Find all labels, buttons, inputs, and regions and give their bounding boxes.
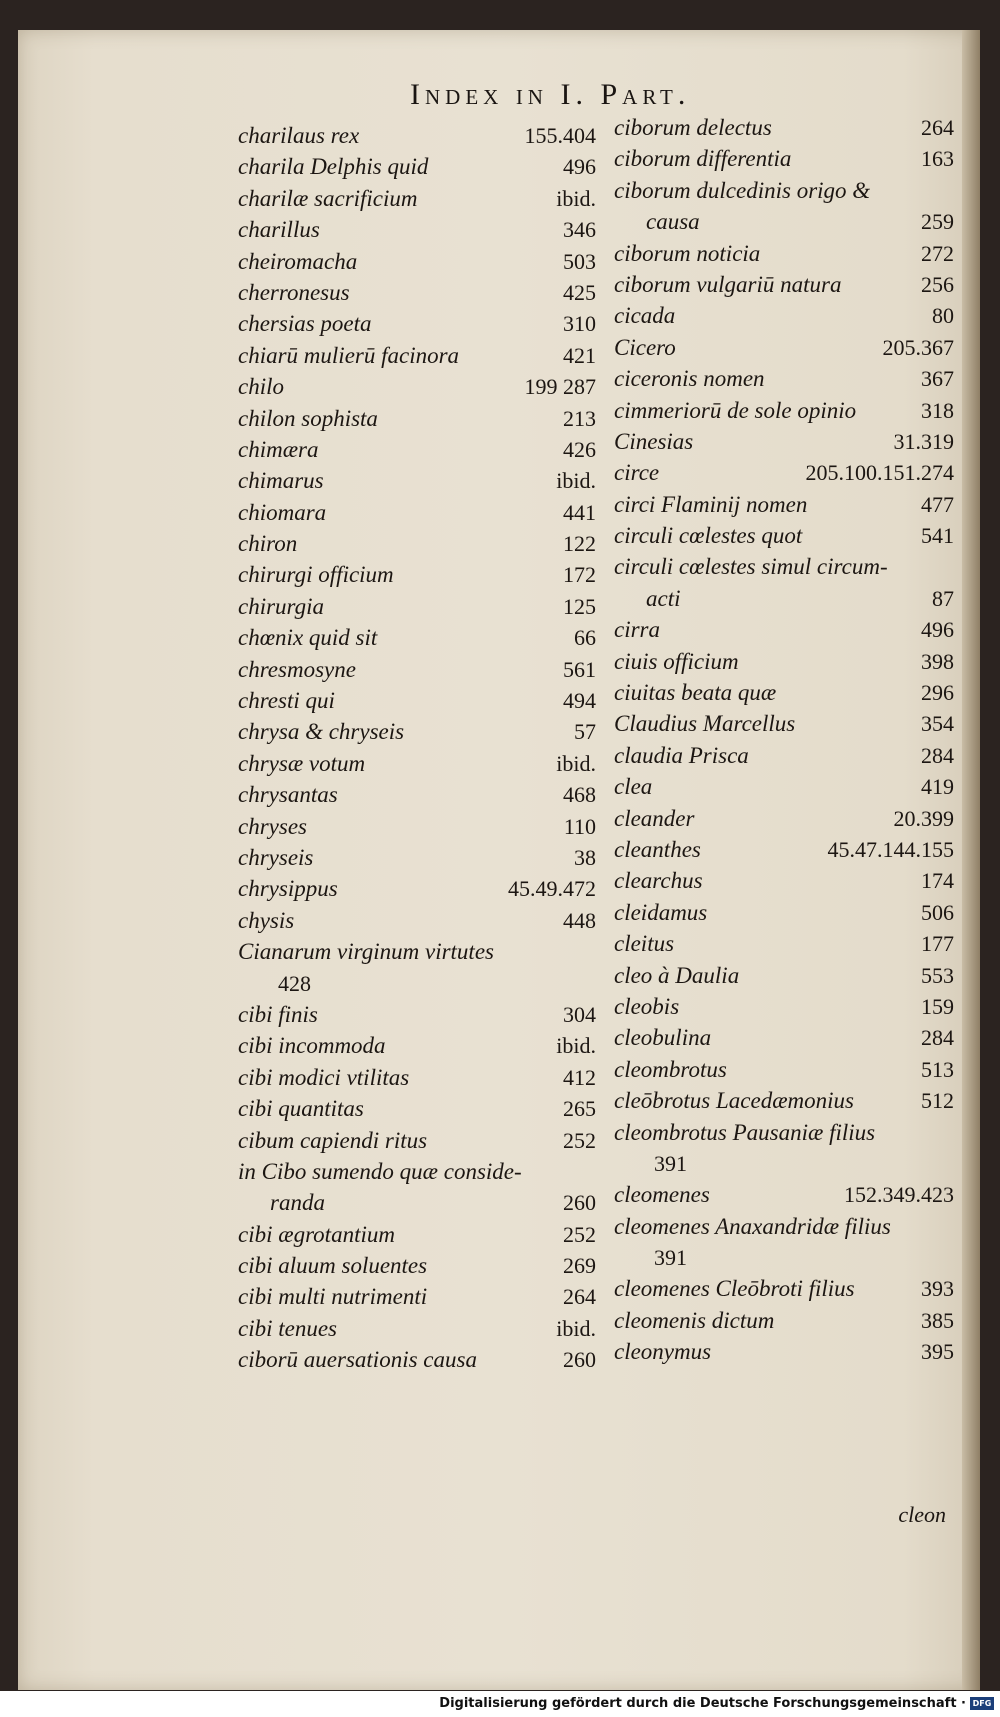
index-entry	[614, 991, 954, 1022]
entry-page-number: 496	[563, 154, 596, 180]
entry-label: cherronesus	[238, 279, 350, 305]
entry-page-number: 318	[921, 397, 954, 423]
entry-label: randa	[270, 1190, 325, 1216]
entry-label: chiron	[238, 531, 298, 557]
catchword: cleon	[898, 1502, 946, 1527]
entry-label: cicada	[614, 303, 676, 329]
entry-page-number: 265	[563, 1096, 596, 1122]
index-entry	[238, 1219, 596, 1250]
index-entry	[238, 434, 596, 465]
index-entry	[614, 143, 954, 174]
index-entry	[238, 936, 596, 967]
entry-page-number: 57	[574, 719, 596, 745]
index-entry	[614, 960, 954, 991]
entry-page-number: 269	[563, 1253, 596, 1279]
entry-label: acti	[646, 585, 681, 611]
entry-page-number: 494	[563, 688, 596, 714]
entry-label: chersias poeta	[238, 311, 372, 337]
entry-label: chryseis	[238, 844, 314, 870]
index-entry	[614, 865, 954, 896]
entry-label: ciborum differentia	[614, 146, 792, 172]
entry-label: chryses	[238, 813, 307, 839]
entry-label: cleanthes	[614, 836, 701, 862]
index-entry	[614, 928, 954, 959]
entry-page-number: 205.100.151.274	[805, 460, 954, 486]
entry-page-number: 125	[563, 593, 596, 619]
entry-label: circi Flaminij nomen	[614, 491, 808, 517]
dfg-logo: DFG	[970, 1697, 994, 1710]
entry-label: charila Delphis quid	[238, 154, 429, 180]
entry-page-number: 31.319	[893, 428, 954, 454]
entry-label: cleo à Daulia	[614, 962, 740, 988]
entry-page-number: 172	[563, 562, 596, 588]
entry-page-number: 425	[563, 279, 596, 305]
entry-label: cleitus	[614, 931, 675, 957]
index-entry	[238, 340, 596, 371]
index-entry	[614, 520, 954, 551]
entry-label: cleombrotus	[614, 1056, 727, 1082]
entry-page-number: 412	[563, 1064, 596, 1090]
page-header: Index in I. Part.	[410, 78, 691, 111]
index-entry	[238, 403, 596, 434]
entry-label: cibi quantitas	[238, 1096, 364, 1122]
index-entry	[238, 842, 596, 873]
entry-page-number: 496	[921, 617, 954, 643]
entry-label: cleomenis dictum	[614, 1307, 775, 1333]
entry-page-number: 264	[921, 115, 954, 140]
entry-page-number: 553	[921, 962, 954, 988]
index-entry	[238, 183, 596, 214]
index-entry	[614, 1305, 954, 1336]
index-entry	[614, 206, 954, 237]
entry-page-number: 20.399	[893, 805, 954, 831]
entry-label: cleomenes Anaxandridæ filius	[614, 1213, 891, 1239]
entry-label: chrysæ votum	[238, 750, 366, 776]
entry-page-number: ibid.	[556, 1033, 596, 1059]
entry-label: cleōbrotus Lacedæmonius	[614, 1088, 854, 1114]
entry-label: ciborum noticia	[614, 240, 761, 266]
entry-page-number: 421	[563, 342, 596, 368]
entry-page-number: 367	[921, 366, 954, 392]
entry-page-number: 503	[563, 248, 596, 274]
entry-label: chiomara	[238, 499, 327, 525]
index-entry	[238, 1281, 596, 1312]
index-entry	[238, 654, 596, 685]
entry-label: cibi incommoda	[238, 1033, 386, 1059]
entry-page-number: 177	[921, 931, 954, 957]
index-entry	[238, 528, 596, 559]
index-entry	[238, 277, 596, 308]
entry-label: cibi tenues	[238, 1315, 337, 1341]
index-entry	[238, 246, 596, 277]
entry-label: charilaus rex	[238, 123, 360, 148]
entry-label: chiarū mulierū facinora	[238, 342, 460, 368]
index-entry	[238, 968, 596, 999]
entry-label: cleobis	[614, 993, 680, 1019]
index-entry	[238, 779, 596, 810]
entry-label: Cinesias	[614, 428, 694, 454]
index-entry	[238, 1250, 596, 1281]
index-entry	[614, 551, 954, 582]
index-entry	[614, 112, 954, 143]
entry-page-number: 561	[563, 656, 596, 682]
entry-page-number: 284	[921, 1025, 954, 1051]
entry-label: chrysantas	[238, 782, 338, 808]
entry-page-number: 393	[921, 1276, 954, 1302]
entry-page-number: 256	[921, 271, 954, 297]
entry-page-number: 38	[574, 844, 596, 870]
footer-credit: Digitalisierung gefördert durch die Deutsche Forschungsgemeinschaft ·	[439, 1696, 966, 1711]
entry-label: Cianarum virginum virtutes	[238, 939, 494, 965]
index-entry	[614, 1085, 954, 1116]
entry-label: cleander	[614, 805, 695, 831]
entry-page-number: 152.349.423	[844, 1182, 954, 1208]
entry-label: cheiromacha	[238, 248, 358, 274]
index-entry	[614, 363, 954, 394]
entry-page-number: 398	[921, 648, 954, 674]
index-entry	[238, 905, 596, 936]
entry-label: clearchus	[614, 868, 703, 894]
index-entry	[238, 622, 596, 653]
entry-label: Cicero	[614, 334, 676, 360]
entry-page-number: 346	[563, 217, 596, 243]
entry-label: Claudius Marcellus	[614, 711, 796, 737]
index-entry	[614, 489, 954, 520]
index-entry	[614, 771, 954, 802]
index-entry	[238, 748, 596, 779]
footer-bar	[0, 1691, 1000, 1717]
entry-label: charilæ sacrificium	[238, 185, 418, 211]
entry-label: circuli cœlestes quot	[614, 523, 803, 549]
entry-page-number: 296	[921, 680, 954, 706]
entry-page-number: 304	[563, 1001, 596, 1027]
entry-label: chirurgia	[238, 593, 325, 619]
entry-page-number: 441	[563, 499, 596, 525]
entry-label: ciborū auersationis causa	[238, 1347, 477, 1373]
entry-label: chysis	[238, 907, 295, 933]
index-column-right	[614, 112, 954, 1527]
entry-label: cibi ægrotantium	[238, 1221, 395, 1247]
entry-label: chresti qui	[238, 688, 335, 714]
index-entry	[614, 834, 954, 865]
entry-page-number: 122	[563, 531, 596, 557]
entry-label: ciborum delectus	[614, 115, 772, 140]
entry-page-number: 385	[921, 1307, 954, 1333]
entry-page-number: ibid.	[556, 468, 596, 494]
entry-page-number: 391	[654, 1150, 687, 1176]
index-entry	[614, 1179, 954, 1210]
index-entry	[238, 1093, 596, 1124]
entry-label: in Cibo sumendo quæ conside-	[238, 1158, 522, 1184]
index-entry	[614, 583, 954, 614]
entry-page-number: 468	[563, 782, 596, 808]
entry-label: chresmosyne	[238, 656, 356, 682]
entry-label: ciuis officium	[614, 648, 739, 674]
entry-page-number: 513	[921, 1056, 954, 1082]
entry-page-number: 199 287	[524, 374, 596, 400]
entry-label: charillus	[238, 217, 320, 243]
index-column-left	[238, 120, 596, 1376]
index-entry	[238, 1125, 596, 1156]
entry-page-number: 426	[563, 436, 596, 462]
entry-page-number: 419	[921, 774, 954, 800]
index-entry	[238, 685, 596, 716]
index-entry	[614, 708, 954, 739]
entry-label: ciuitas beata quæ	[614, 680, 777, 706]
entry-page-number: 163	[921, 146, 954, 172]
entry-label: circuli cœlestes simul circum-	[614, 554, 888, 580]
entry-page-number: 159	[921, 993, 954, 1019]
index-entry	[238, 716, 596, 747]
index-entry	[238, 1313, 596, 1344]
index-entry	[614, 677, 954, 708]
index-entry	[238, 497, 596, 528]
entry-page-number: 45.49.472	[508, 876, 596, 902]
index-entry	[238, 811, 596, 842]
entry-label: chœnix quid sit	[238, 625, 378, 651]
entry-label: cleobulina	[614, 1025, 712, 1051]
entry-page-number: 87	[932, 585, 954, 611]
entry-page-number: 110	[563, 813, 596, 839]
index-entry	[238, 999, 596, 1030]
entry-label: cleidamus	[614, 899, 708, 925]
entry-label: chirurgi officium	[238, 562, 394, 588]
entry-page-number: 205.367	[882, 334, 954, 360]
index-entry	[238, 214, 596, 245]
index-entry	[238, 371, 596, 402]
index-entry	[614, 614, 954, 645]
index-entry	[238, 873, 596, 904]
index-entry	[614, 395, 954, 426]
entry-label: chrysa & chryseis	[238, 719, 405, 745]
index-entry	[614, 897, 954, 928]
index-entry	[238, 1156, 596, 1187]
entry-page-number: ibid.	[556, 1315, 596, 1341]
entry-label: cleombrotus Pausaniæ filius	[614, 1119, 876, 1145]
entry-page-number: 428	[278, 970, 311, 996]
index-entry	[238, 1062, 596, 1093]
index-entry	[614, 646, 954, 677]
entry-page-number: 259	[921, 209, 954, 235]
entry-label: chimæra	[238, 436, 319, 462]
entry-page-number: 477	[921, 491, 954, 517]
entry-page-number: 506	[921, 899, 954, 925]
entry-page-number: 213	[563, 405, 596, 431]
entry-label: circe	[614, 460, 660, 486]
entry-label: causa	[646, 209, 700, 235]
entry-page-number: 395	[921, 1339, 954, 1365]
entry-label: cibi modici vtilitas	[238, 1064, 410, 1090]
entry-page-number: 310	[563, 311, 596, 337]
entry-label: cirra	[614, 617, 660, 643]
index-entry	[238, 1187, 596, 1218]
index-entry	[238, 120, 596, 151]
index-entry	[238, 1030, 596, 1061]
entry-page-number: 264	[563, 1284, 596, 1310]
index-entry	[238, 1344, 596, 1375]
index-entry	[238, 559, 596, 590]
index-entry	[238, 308, 596, 339]
index-entry	[614, 426, 954, 457]
entry-label: cimmeriorū de sole opinio	[614, 397, 857, 423]
entry-label: cleomenes	[614, 1182, 710, 1208]
entry-label: chimarus	[238, 468, 324, 494]
index-entry	[614, 300, 954, 331]
entry-page-number: 260	[563, 1190, 596, 1216]
entry-page-number: 391	[654, 1245, 687, 1271]
index-entry	[614, 1336, 954, 1367]
entry-label: chilo	[238, 374, 284, 400]
entry-page-number: 284	[921, 742, 954, 768]
index-entry	[614, 238, 954, 269]
page-edge	[962, 30, 980, 1690]
entry-page-number: 252	[563, 1127, 596, 1153]
index-entry	[614, 457, 954, 488]
entry-label: chrysippus	[238, 876, 338, 902]
entry-page-number: 354	[921, 711, 954, 737]
entry-label: ciceronis nomen	[614, 366, 765, 392]
index-entry	[614, 1022, 954, 1053]
index-entry	[614, 332, 954, 363]
index-entry	[614, 1117, 954, 1148]
entry-label: cibi multi nutrimenti	[238, 1284, 428, 1310]
entry-label: clea	[614, 774, 653, 800]
entry-label: ciborum vulgariū natura	[614, 271, 842, 297]
entry-page-number: 66	[574, 625, 596, 651]
entry-label: cleonymus	[614, 1339, 712, 1365]
entry-page-number: ibid.	[556, 750, 596, 776]
index-entry	[614, 1242, 954, 1273]
entry-page-number: 80	[932, 303, 954, 329]
entry-label: cibi aluum soluentes	[238, 1253, 428, 1279]
index-entry	[238, 465, 596, 496]
entry-label: cibum capiendi ritus	[238, 1127, 428, 1153]
index-entry	[614, 803, 954, 834]
index-entry	[614, 269, 954, 300]
entry-page-number: 174	[921, 868, 954, 894]
index-entry	[238, 591, 596, 622]
entry-page-number: 252	[563, 1221, 596, 1247]
entry-label: claudia Prisca	[614, 742, 749, 768]
entry-label: cibi finis	[238, 1001, 318, 1027]
entry-label: chilon sophista	[238, 405, 378, 431]
entry-page-number: 512	[921, 1088, 954, 1114]
entry-page-number: 448	[563, 907, 596, 933]
entry-page-number: 260	[563, 1347, 596, 1373]
entry-label: cleomenes Cleōbroti filius	[614, 1276, 855, 1302]
index-entry	[614, 740, 954, 771]
entry-page-number: ibid.	[556, 185, 596, 211]
entry-page-number: 541	[921, 523, 954, 549]
index-entry	[614, 175, 954, 206]
index-entry	[614, 1273, 954, 1304]
index-entry	[614, 1148, 954, 1179]
index-entry	[614, 1211, 954, 1242]
entry-page-number: 45.47.144.155	[827, 836, 954, 862]
index-entry	[238, 151, 596, 182]
index-entry	[614, 1054, 954, 1085]
entry-page-number: 155.404	[524, 123, 596, 148]
entry-page-number: 272	[921, 240, 954, 266]
entry-label: ciborum dulcedinis origo &	[614, 177, 871, 203]
